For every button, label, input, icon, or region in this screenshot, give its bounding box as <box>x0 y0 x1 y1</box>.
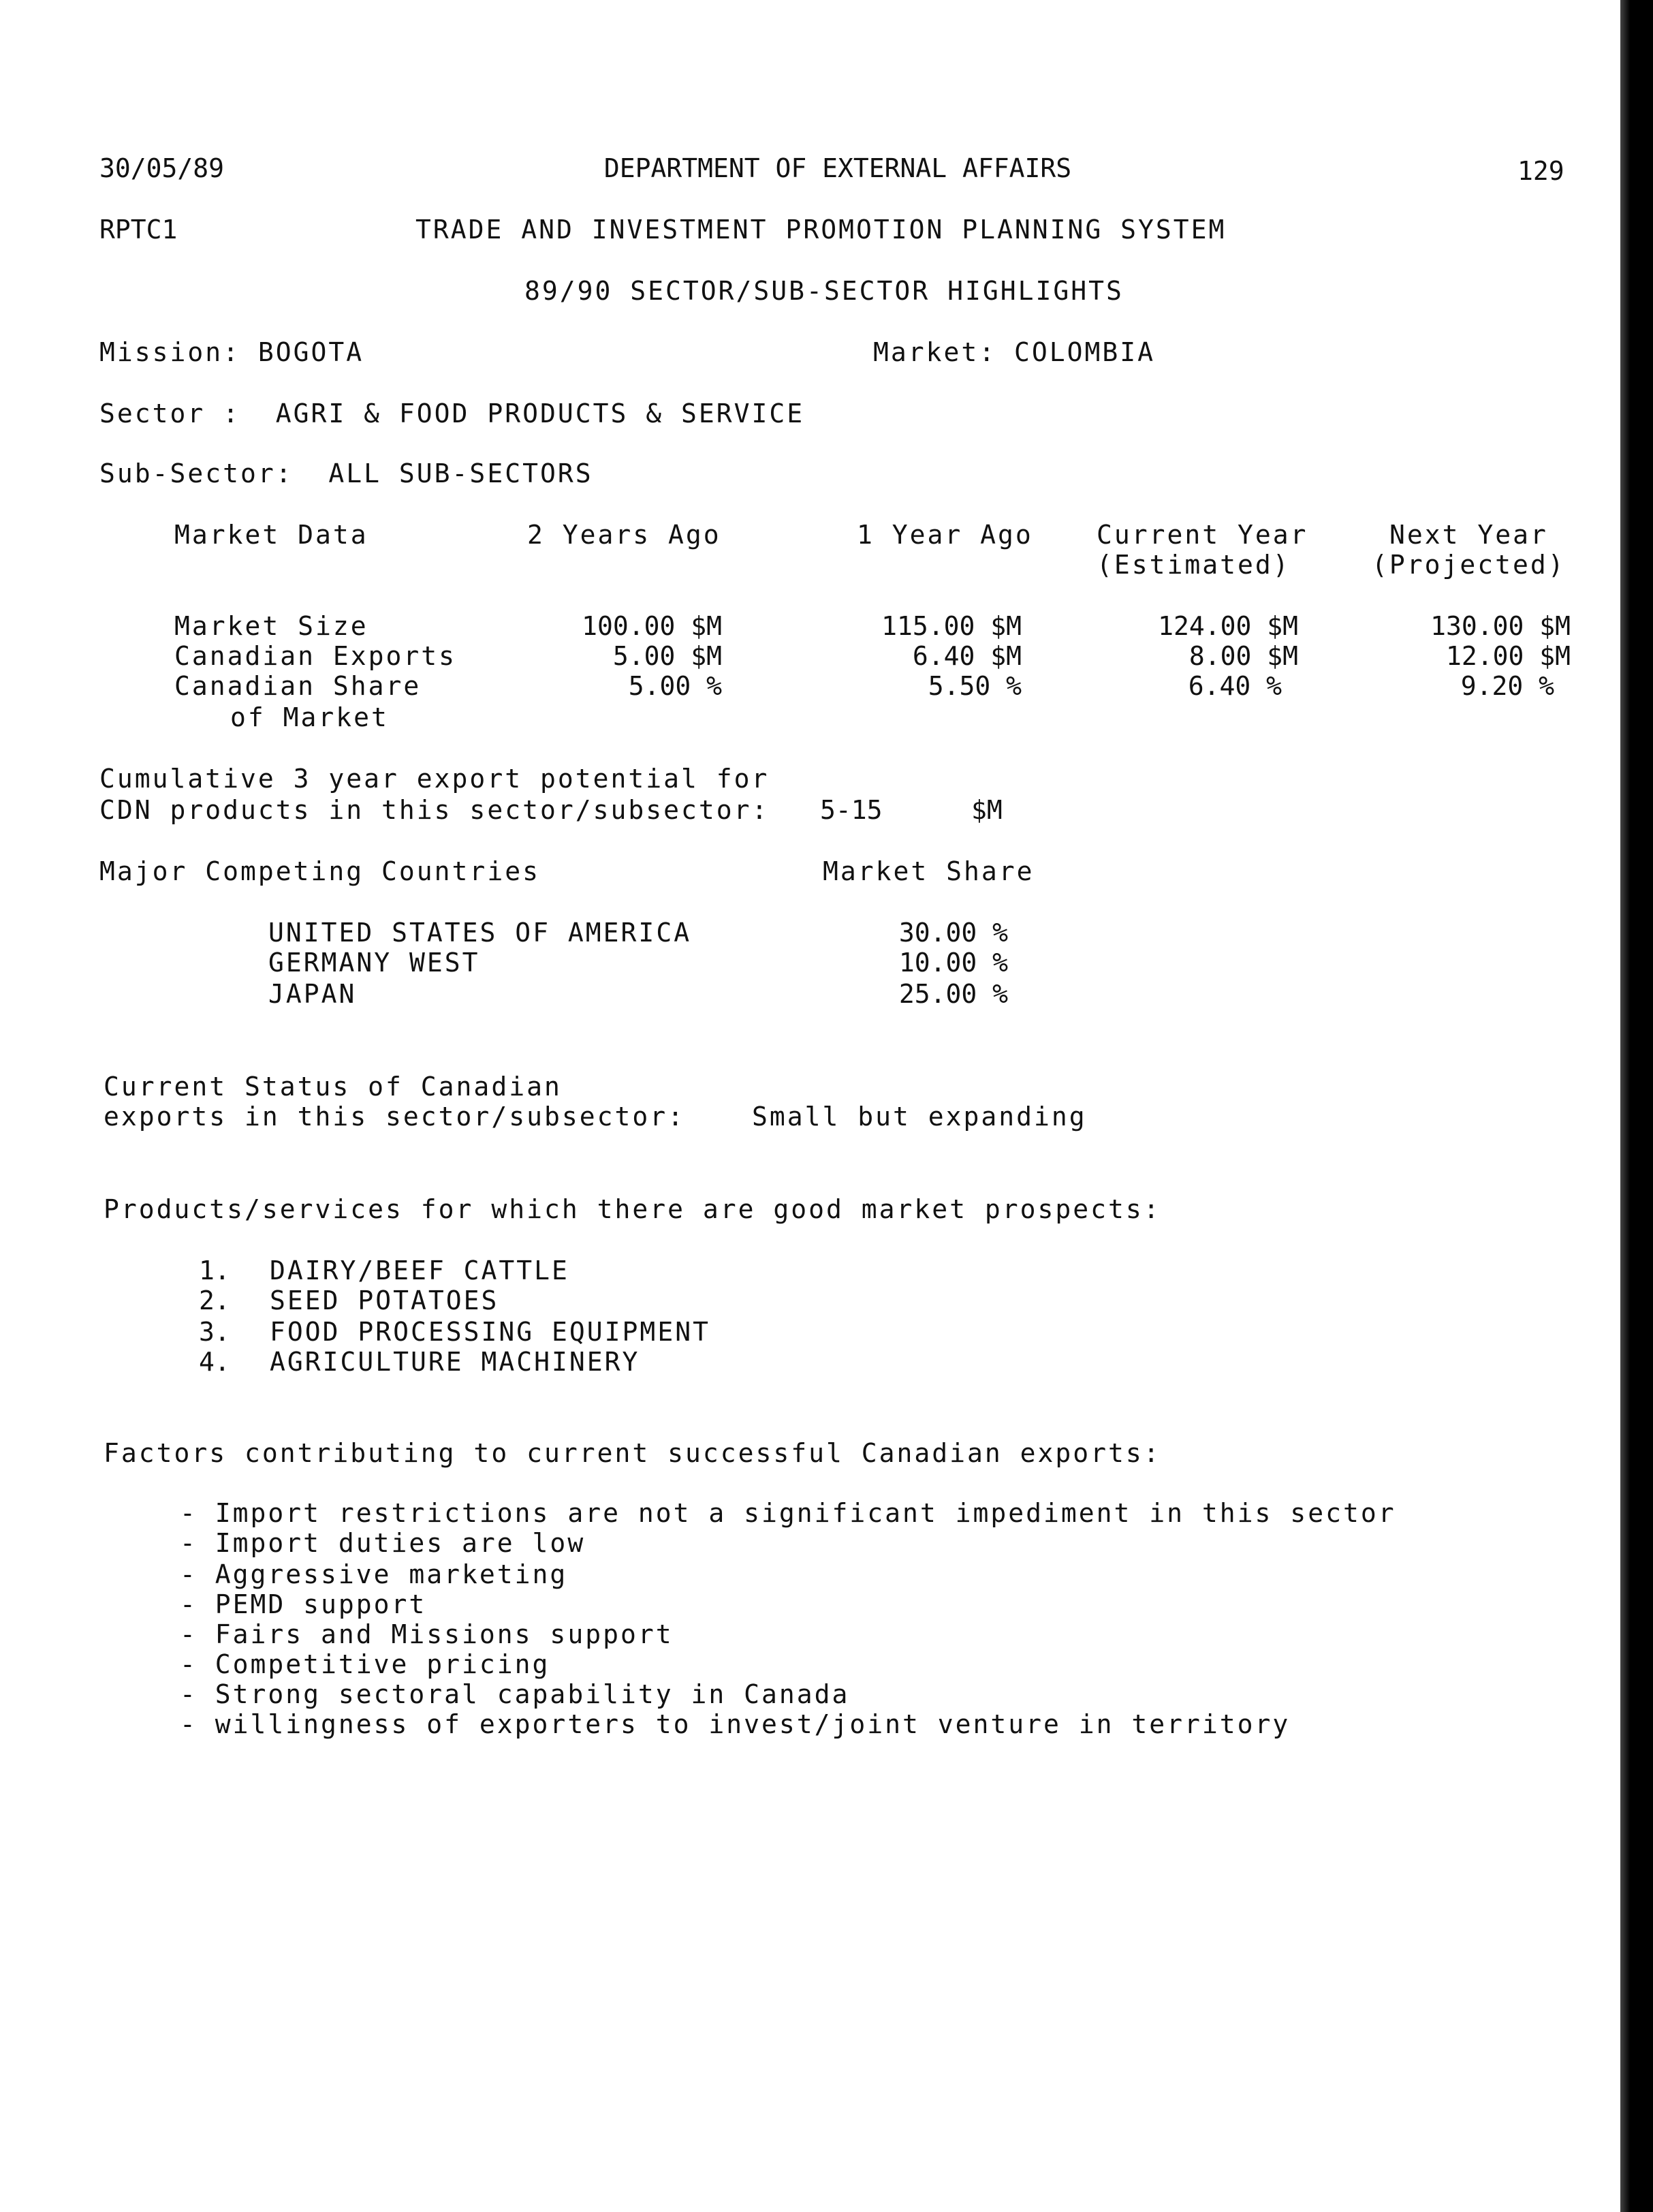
table-cell: 8.00 $M <box>1188 641 1298 671</box>
list-item: - Strong sectoral capability in Canada <box>180 1679 850 1709</box>
potential-unit: $M <box>971 795 1003 825</box>
status-line-2: exports in this sector/subsector: <box>104 1102 685 1132</box>
table-row-label: Canadian Share <box>174 671 422 701</box>
table-subheader-estimated: (Estimated) <box>1097 550 1291 580</box>
table-cell: 12.00 $M <box>1445 641 1571 671</box>
list-item: - Aggressive marketing <box>180 1559 568 1589</box>
mission-label: Mission: BOGOTA <box>99 337 364 367</box>
list-item: DAIRY/BEEF CATTLE <box>270 1256 569 1286</box>
table-cell: 5.50 % <box>928 671 1022 701</box>
list-item: - Import restrictions are not a significant impediment in this sector <box>180 1498 1396 1528</box>
potential-line-1: Cumulative 3 year export potential for <box>99 764 770 794</box>
competitor-country: UNITED STATES OF AMERICA <box>268 918 692 948</box>
table-cell: 100.00 $M <box>582 611 722 641</box>
table-header-current-year: Current Year <box>1097 520 1308 550</box>
sector-label: Sector : AGRI & FOOD PRODUCTS & SERVICE <box>99 399 805 429</box>
competitor-share: 10.00 % <box>898 948 1008 978</box>
list-item: - Fairs and Missions support <box>180 1619 674 1649</box>
report-code: RPTC1 <box>99 215 178 245</box>
list-item: AGRICULTURE MACHINERY <box>270 1347 640 1377</box>
table-cell: 6.40 % <box>1188 671 1282 701</box>
list-item-number: 2. <box>199 1286 230 1315</box>
competitor-share: 30.00 % <box>898 918 1008 948</box>
page-number: 129 <box>1517 156 1564 186</box>
list-item: SEED POTATOES <box>270 1286 499 1315</box>
competitor-share: 25.00 % <box>898 979 1008 1009</box>
table-header-next-year: Next Year <box>1389 520 1548 550</box>
competitor-country: GERMANY WEST <box>268 948 480 978</box>
factors-title: Factors contributing to current successful Canadian exports: <box>104 1438 1161 1468</box>
list-item: FOOD PROCESSING EQUIPMENT <box>270 1317 710 1347</box>
system-title: TRADE AND INVESTMENT PROMOTION PLANNING SYSTEM <box>415 215 1227 245</box>
subsector-label: Sub-Sector: ALL SUB-SECTORS <box>99 458 593 488</box>
list-item: - Competitive pricing <box>180 1649 550 1679</box>
report-subtitle: 89/90 SECTOR/SUB-SECTOR HIGHLIGHTS <box>524 276 1124 306</box>
table-header-1-year-ago: 1 Year Ago <box>857 520 1033 550</box>
competitors-share-header: Market Share <box>823 856 1035 886</box>
list-item-number: 4. <box>199 1347 230 1377</box>
table-header-2-years-ago: 2 Years Ago <box>527 520 721 550</box>
table-cell: 130.00 $M <box>1430 611 1571 641</box>
report-date: 30/05/89 <box>99 153 225 183</box>
table-cell: 6.40 $M <box>912 641 1022 671</box>
list-item: - willingness of exporters to invest/joint venture in territory <box>180 1709 1291 1739</box>
table-cell: 5.00 $M <box>612 641 722 671</box>
market-label: Market: COLOMBIA <box>873 337 1156 367</box>
table-cell: 9.20 % <box>1460 671 1554 701</box>
list-item: - PEMD support <box>180 1589 427 1619</box>
potential-value: 5-15 <box>820 795 883 825</box>
competitors-title: Major Competing Countries <box>99 856 540 886</box>
list-item-number: 1. <box>199 1256 230 1286</box>
list-item: - Import duties are low <box>180 1528 586 1558</box>
prospects-title: Products/services for which there are good market prospects: <box>104 1194 1161 1224</box>
table-subheader-projected: (Projected) <box>1372 550 1566 580</box>
table-cell: 5.00 % <box>628 671 722 701</box>
status-value: Small but expanding <box>752 1102 1087 1132</box>
table-header-market-data: Market Data <box>174 520 368 550</box>
status-line-1: Current Status of Canadian <box>104 1072 562 1102</box>
table-cell: 124.00 $M <box>1158 611 1298 641</box>
scan-edge <box>1620 0 1653 2212</box>
competitor-country: JAPAN <box>268 979 357 1009</box>
potential-line-2: CDN products in this sector/subsector: <box>99 795 770 825</box>
table-row-label-continued: of Market <box>230 702 389 732</box>
department-title: DEPARTMENT OF EXTERNAL AFFAIRS <box>603 153 1072 183</box>
table-cell: 115.00 $M <box>881 611 1022 641</box>
table-row-label: Market Size <box>174 611 368 641</box>
table-row-label: Canadian Exports <box>174 641 457 671</box>
list-item-number: 3. <box>199 1317 230 1347</box>
